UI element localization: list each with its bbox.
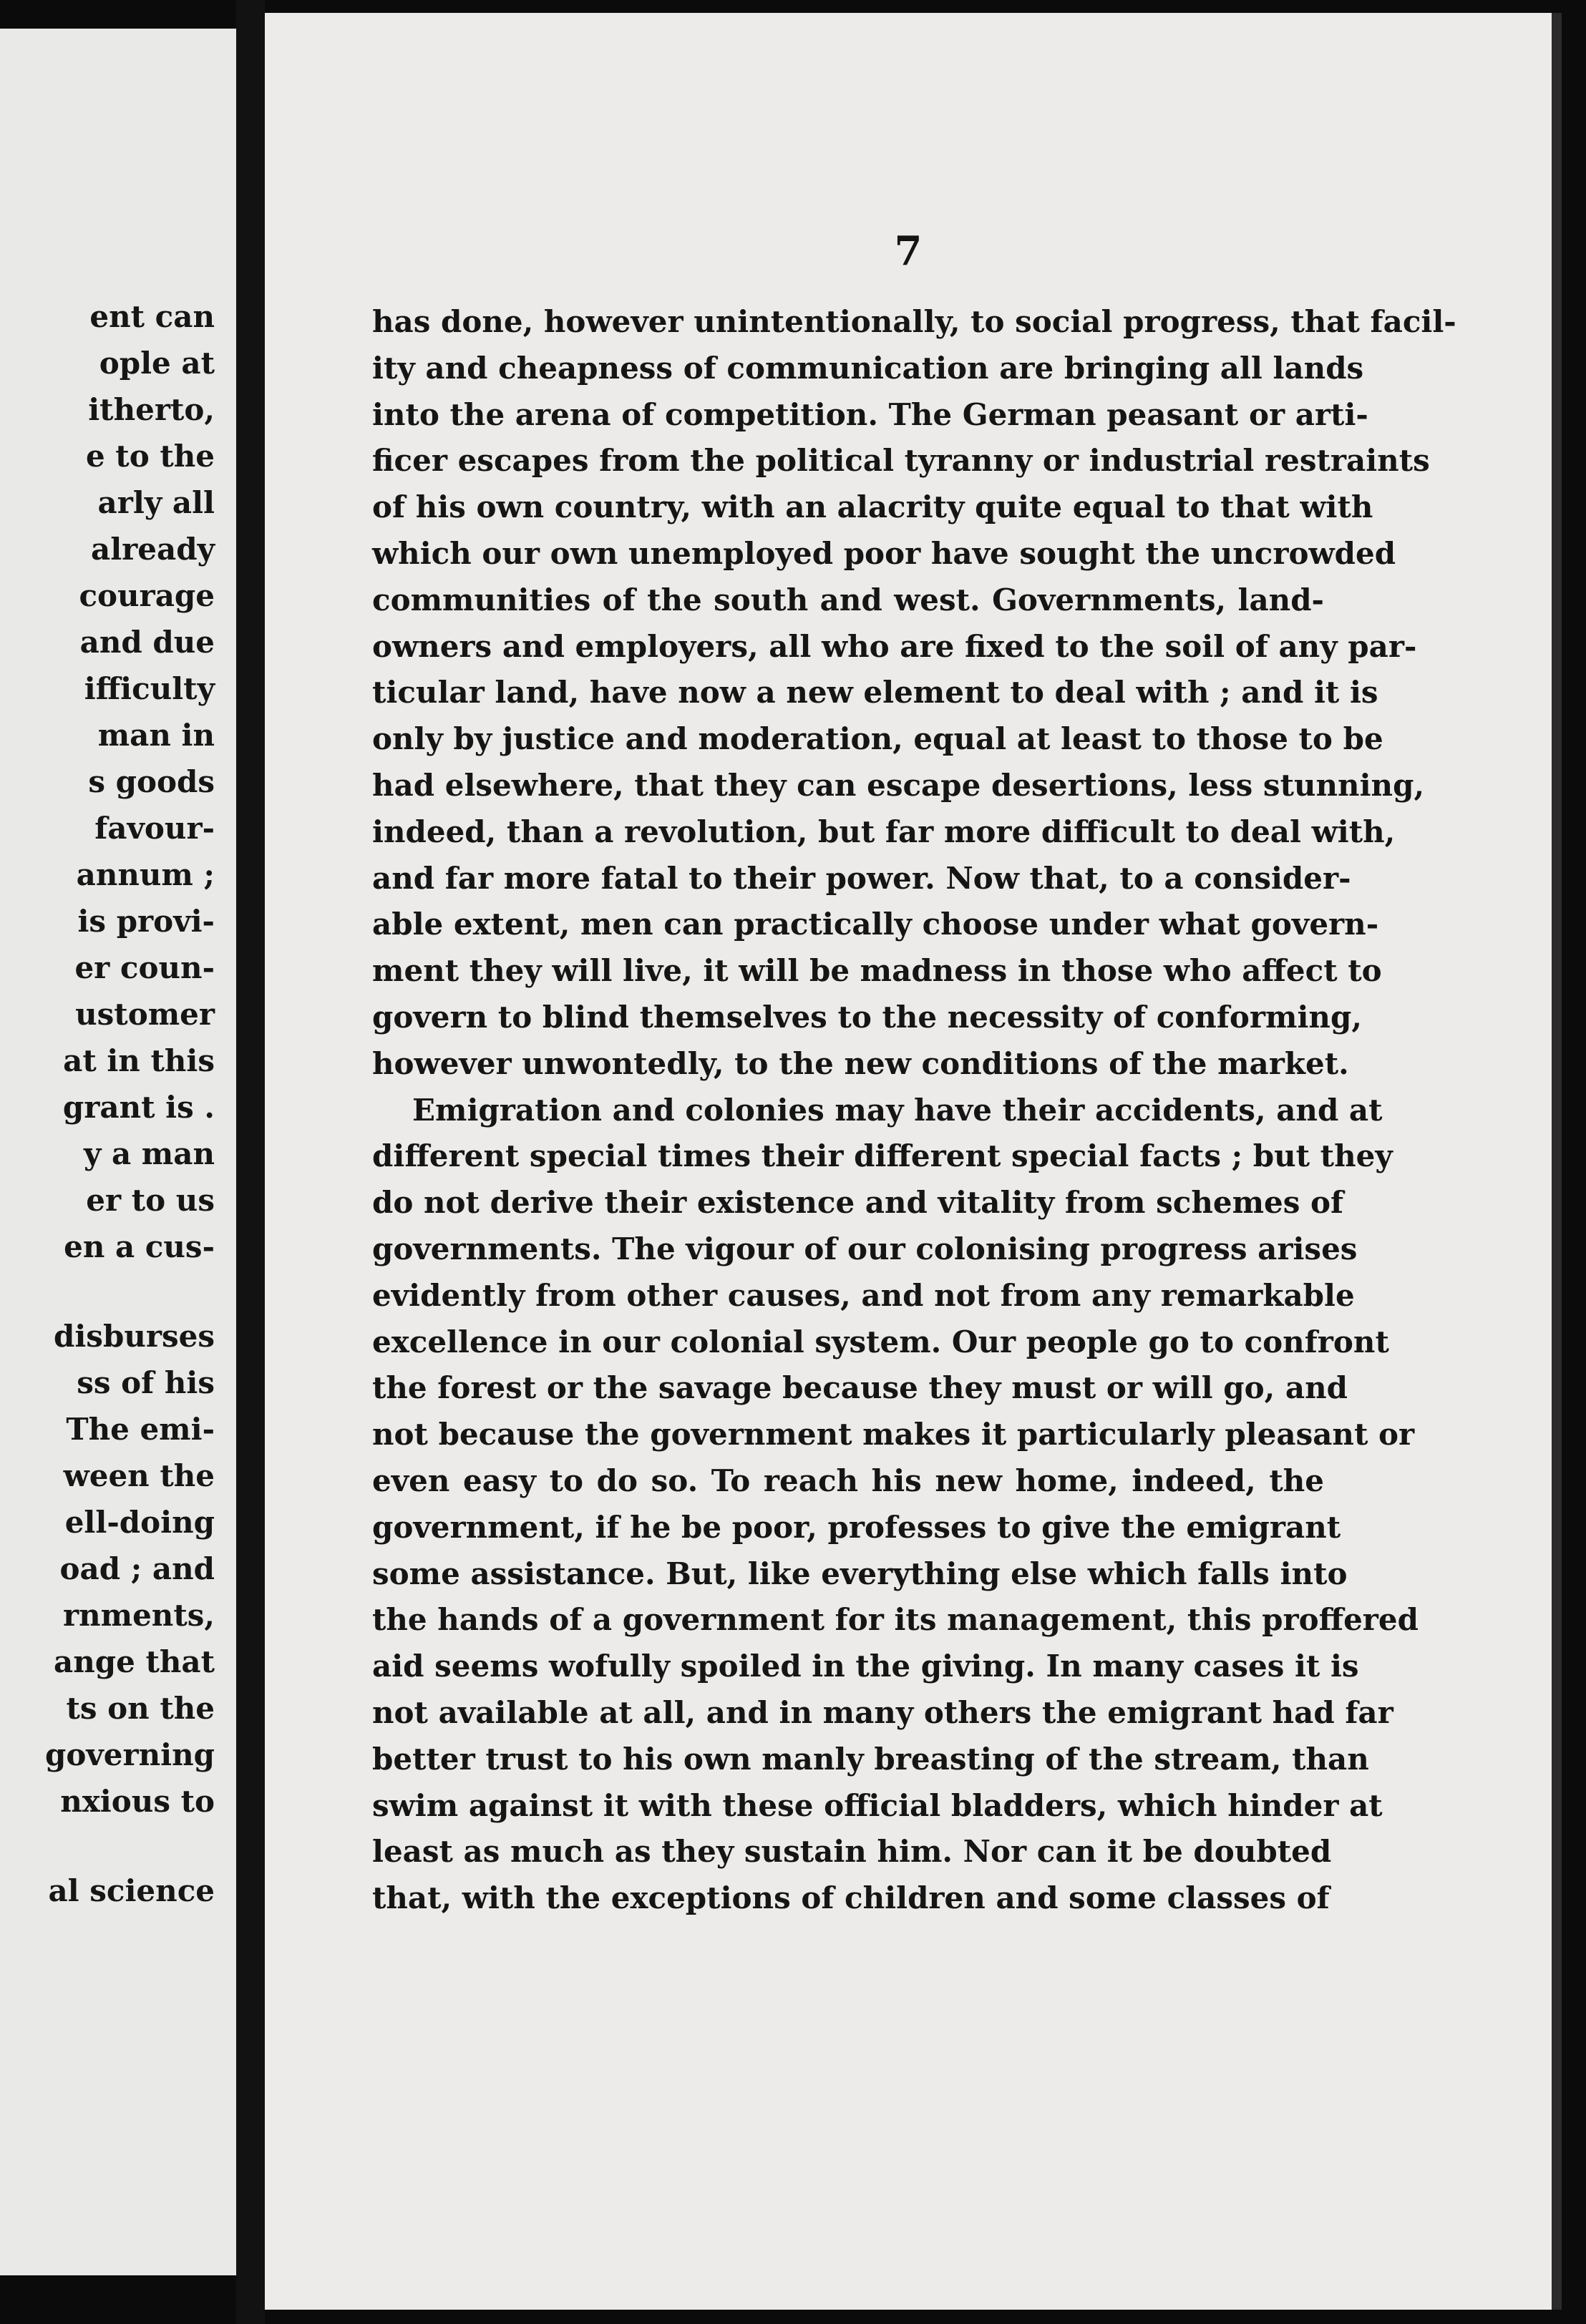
left-page-line: already bbox=[90, 532, 215, 567]
text-line: different special times their different special facts ; but they bbox=[372, 1138, 1393, 1174]
text-line: government, if he be poor, professes to give the emigrant bbox=[372, 1509, 1341, 1545]
text-line: Emigration and colonies may have their accidents, and at bbox=[412, 1092, 1383, 1128]
text-line: excellence in our colonial system. Our people go to confront bbox=[372, 1324, 1389, 1359]
text-line: some assistance. But, like everything else which falls into bbox=[372, 1556, 1348, 1591]
left-page-line: ange that bbox=[53, 1644, 215, 1679]
left-page-line: ustomer bbox=[75, 997, 215, 1032]
left-page-line: ween the bbox=[63, 1458, 215, 1493]
left-page-line: arly all bbox=[97, 485, 215, 520]
text-line: evidently from other causes, and not from any remarkable bbox=[372, 1277, 1355, 1313]
text-line: which our own unemployed poor have sought the uncrowded bbox=[372, 535, 1396, 571]
left-page-line: al science bbox=[48, 1873, 215, 1908]
paragraph bbox=[372, 1088, 1419, 1922]
left-page-line: ts on the bbox=[66, 1691, 215, 1726]
text-line: however unwontedly, to the new conditions of the market. bbox=[372, 1045, 1349, 1081]
text-line: only by justice and moderation, equal at least to those to be bbox=[372, 721, 1383, 757]
left-page-line: er coun- bbox=[74, 950, 215, 985]
right-page bbox=[265, 13, 1562, 2310]
left-page-gap bbox=[0, 1825, 215, 1868]
left-page-line: grant is . bbox=[62, 1090, 215, 1125]
text-line: aid seems wofully spoiled in the giving. In many cases it is bbox=[372, 1649, 1359, 1684]
left-page-line: ent can bbox=[89, 299, 215, 334]
text-line: governments. The vigour of our colonising progress arises bbox=[372, 1231, 1358, 1266]
left-page-line: The emi- bbox=[66, 1412, 215, 1447]
body-text bbox=[372, 299, 1456, 1922]
text-line: ticular land, have now a new element to deal with ; and it is bbox=[372, 675, 1378, 711]
left-page-line: ople at bbox=[99, 346, 215, 381]
left-page-line: and due bbox=[79, 625, 215, 660]
page-number: 7 bbox=[894, 228, 923, 275]
text-line: even easy to do so. To reach his new home, indeed, the bbox=[372, 1463, 1324, 1498]
left-page-line: governing bbox=[44, 1737, 215, 1772]
text-line: the hands of a government for its management, this proffered bbox=[372, 1602, 1419, 1638]
left-page-line: rnments, bbox=[62, 1598, 215, 1633]
left-page-text bbox=[0, 293, 215, 1914]
left-page-line: man in bbox=[97, 718, 215, 753]
text-line: swim against it with these official bladders, which hinder at bbox=[372, 1787, 1383, 1823]
text-line: the forest or the savage because they must or will go, and bbox=[372, 1370, 1348, 1406]
left-page bbox=[0, 29, 236, 2275]
text-line: ficer escapes from the political tyranny or industrial restraints bbox=[372, 443, 1430, 479]
text-line: of his own country, with an alacrity quite equal to that with bbox=[372, 489, 1373, 525]
left-page-line: y a man bbox=[83, 1136, 215, 1171]
left-page-line: en a cus- bbox=[64, 1229, 215, 1264]
left-page-line: annum ; bbox=[76, 857, 215, 892]
text-line: better trust to his own manly breasting of the stream, than bbox=[372, 1741, 1369, 1777]
left-page-gap bbox=[0, 1270, 215, 1313]
left-page-line: at in this bbox=[63, 1043, 215, 1078]
left-page-line: er to us bbox=[86, 1183, 215, 1218]
text-line: ment they will live, it will be madness in those who affect to bbox=[372, 953, 1382, 989]
text-line: into the arena of competition. The German peasant or arti- bbox=[372, 396, 1368, 432]
left-page-line: ifficulty bbox=[84, 671, 215, 706]
left-page-line: ss of his bbox=[77, 1365, 215, 1400]
text-line: not because the government makes it particularly pleasant or bbox=[372, 1417, 1415, 1452]
text-line: able extent, men can practically choose under what govern- bbox=[372, 907, 1379, 942]
left-page-line: itherto, bbox=[88, 392, 215, 427]
book-gutter bbox=[236, 0, 265, 2324]
text-line: communities of the south and west. Governments, land- bbox=[372, 582, 1324, 617]
left-page-line: oad ; and bbox=[59, 1551, 215, 1586]
left-page-line: e to the bbox=[85, 439, 215, 474]
text-line: had elsewhere, that they can escape desertions, less stunning, bbox=[372, 767, 1425, 803]
left-page-line: favour- bbox=[94, 811, 215, 846]
left-page-line: disburses bbox=[53, 1319, 215, 1354]
left-page-line: is provi- bbox=[77, 904, 215, 939]
text-line: govern to blind themselves to the necessity of conforming, bbox=[372, 999, 1362, 1035]
text-line: not available at all, and in many others the emigrant had far bbox=[372, 1694, 1393, 1730]
text-line: do not derive their existence and vitality from schemes of bbox=[372, 1185, 1344, 1221]
text-line: has done, however unintentionally, to social progress, that facil- bbox=[372, 304, 1456, 339]
text-line: that, with the exceptions of children and some classes of bbox=[372, 1880, 1330, 1916]
text-line: least as much as they sustain him. Nor can it be doubted bbox=[372, 1834, 1332, 1870]
left-page-line: ell-doing bbox=[64, 1505, 215, 1540]
paragraph bbox=[372, 299, 1456, 1088]
text-line: ity and cheapness of communication are bringing all lands bbox=[372, 350, 1364, 386]
text-line: indeed, than a revolution, but far more difficult to deal with, bbox=[372, 814, 1396, 849]
left-page-line: courage bbox=[79, 578, 215, 613]
left-page-line: s goods bbox=[88, 764, 215, 799]
left-page-line: nxious to bbox=[60, 1784, 215, 1819]
text-line: and far more fatal to their power. Now that, to a consider- bbox=[372, 860, 1351, 896]
text-line: owners and employers, all who are fixed to the soil of any par- bbox=[372, 628, 1417, 664]
